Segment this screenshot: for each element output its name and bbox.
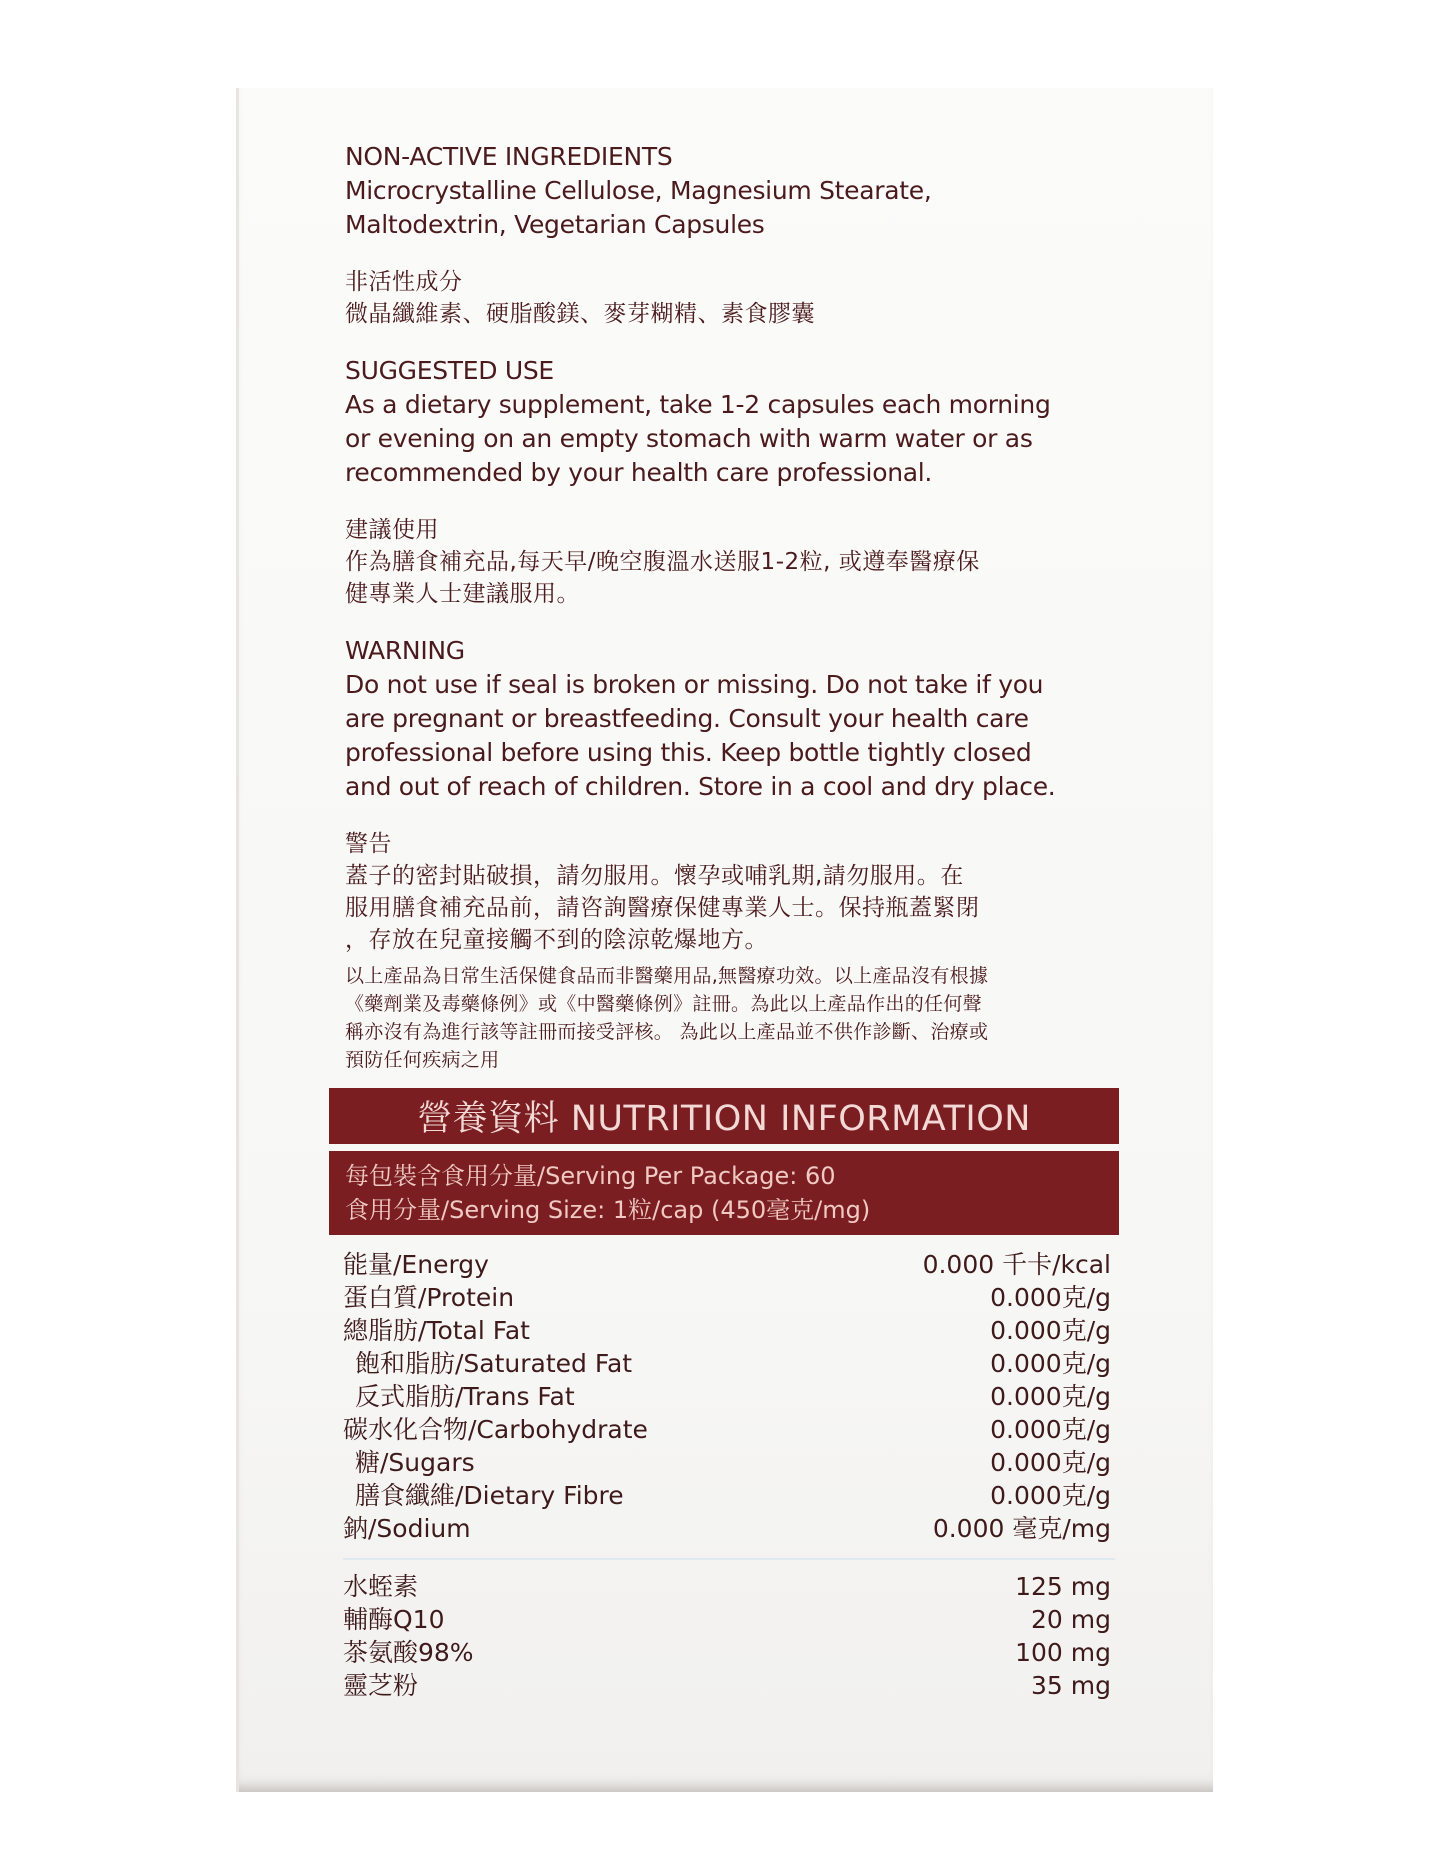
nutrient-label: 糖/Sugars (355, 1448, 475, 1477)
nutrient-label: 飽和脂肪/Saturated Fat (355, 1349, 633, 1378)
nutrient-value: 0.000克/g (990, 1481, 1111, 1510)
nutrition-title-band (329, 1088, 1119, 1144)
active-ingredient-row (343, 1570, 1111, 1603)
ingredient-value: 35 mg (1031, 1671, 1111, 1700)
nutrient-value: 0.000克/g (990, 1283, 1111, 1312)
nutrient-label: 蛋白質/Protein (343, 1283, 515, 1312)
serving-size: 食用分量/Serving Size: 1粒/cap (450毫克/mg) (345, 1196, 871, 1224)
non-active-heading-en: NON-ACTIVE INGREDIENTS (345, 142, 673, 171)
nutrition-row (343, 1446, 1111, 1479)
warning-line: Do not use if seal is broken or missing. Do not take if you (345, 670, 1044, 699)
nutrient-label: 鈉/Sodium (343, 1514, 471, 1543)
nutrition-row (343, 1380, 1111, 1413)
nutrient-value: 0.000 千卡/kcal (922, 1250, 1111, 1279)
suggested-use-line: As a dietary supplement, take 1-2 capsules each morning (345, 390, 1051, 419)
active-ingredient-row (343, 1603, 1111, 1636)
warning-heading-zh: 警告 (345, 831, 392, 857)
disclaimer-line: 《藥劑業及毒藥條例》或《中醫藥條例》註冊。為此以上產品作出的任何聲 (345, 993, 982, 1015)
suggested-use-line-zh: 健專業人士建議服用。 (345, 581, 580, 607)
ingredient-value: 125 mg (1015, 1572, 1111, 1601)
warning-line: are pregnant or breastfeeding. Consult your health care (345, 704, 1029, 733)
nutrient-value: 0.000克/g (990, 1415, 1111, 1444)
suggested-use-line: recommended by your health care professional. (345, 458, 933, 487)
suggested-use-heading-en: SUGGESTED USE (345, 356, 554, 385)
regulatory-disclaimer (345, 962, 1125, 1074)
nutrient-value: 0.000克/g (990, 1316, 1111, 1345)
serving-per-package: 每包裝含食用分量/Serving Per Package: 60 (345, 1162, 836, 1190)
warning-line: professional before using this. Keep bottle tightly closed (345, 738, 1032, 767)
nutrition-row (343, 1479, 1111, 1512)
warning-line: and out of reach of children. Store in a cool and dry place. (345, 772, 1056, 801)
non-active-line: Maltodextrin, Vegetarian Capsules (345, 210, 765, 239)
nutrient-value: 0.000克/g (990, 1448, 1111, 1477)
table-divider (343, 1558, 1115, 1560)
active-ingredient-row (343, 1669, 1111, 1702)
ingredient-label: 茶氨酸98% (343, 1638, 474, 1667)
nutrient-label: 膳食纖維/Dietary Fibre (355, 1481, 624, 1510)
suggested-use-heading-zh: 建議使用 (345, 517, 439, 543)
label-text-content (345, 140, 1125, 1098)
non-active-ingredients-zh-section (345, 266, 1125, 330)
product-label-panel (236, 88, 1213, 1792)
warning-line-zh: 蓋子的密封貼破損，請勿服用。懷孕或哺乳期,請勿服用。在 (345, 863, 964, 889)
non-active-line: Microcrystalline Cellulose, Magnesium Stearate, (345, 176, 932, 205)
suggested-use-zh-section (345, 514, 1125, 610)
ingredient-label: 水蛭素 (343, 1572, 419, 1601)
nutrition-row (343, 1413, 1111, 1446)
nutrient-value: 0.000克/g (990, 1382, 1111, 1411)
nutrient-label: 碳水化合物/Carbohydrate (343, 1415, 648, 1444)
serving-info-band (329, 1151, 1119, 1235)
ingredient-label: 輔酶Q10 (343, 1605, 445, 1634)
nutrient-value: 0.000 毫克/mg (932, 1514, 1111, 1543)
non-active-body-zh: 微晶纖維素、硬脂酸鎂、麥芽糊精、素食膠囊 (345, 301, 815, 327)
suggested-use-section (345, 354, 1125, 490)
nutrition-row (343, 1314, 1111, 1347)
nutrition-row (343, 1512, 1111, 1545)
ingredient-value: 100 mg (1015, 1638, 1111, 1667)
ingredient-value: 20 mg (1031, 1605, 1111, 1634)
nutrition-facts-table (343, 1248, 1111, 1545)
ingredient-label: 靈芝粉 (343, 1671, 419, 1700)
nutrition-row (343, 1248, 1111, 1281)
nutrient-label: 總脂肪/Total Fat (343, 1316, 530, 1345)
suggested-use-line: or evening on an empty stomach with warm water or as (345, 424, 1033, 453)
nutrient-label: 反式脂肪/Trans Fat (355, 1382, 575, 1411)
warning-heading-en: WARNING (345, 636, 465, 665)
warning-section (345, 634, 1125, 804)
suggested-use-line-zh: 作為膳食補充品,每天早/晚空腹溫水送服1-2粒, 或遵奉醫療保 (345, 549, 980, 575)
non-active-ingredients-section (345, 140, 1125, 242)
disclaimer-line: 以上產品為日常生活保健食品而非醫藥用品,無醫療功效。以上產品沒有根據 (345, 965, 989, 987)
disclaimer-line: 預防任何疾病之用 (345, 1049, 500, 1071)
nutrition-row (343, 1281, 1111, 1314)
active-ingredient-row (343, 1636, 1111, 1669)
active-ingredients-table (343, 1570, 1111, 1702)
warning-line-zh: ，存放在兒童接觸不到的陰涼乾爆地方。 (345, 927, 768, 953)
nutrient-value: 0.000克/g (990, 1349, 1111, 1378)
warning-zh-section (345, 828, 1125, 1074)
disclaimer-line: 稱亦沒有為進行該等註冊而接受評核。 為此以上產品並不供作診斷、治療或 (345, 1021, 989, 1043)
nutrition-title: 營養資料 NUTRITION INFORMATION (417, 1099, 1031, 1139)
nutrition-row (343, 1347, 1111, 1380)
nutrient-label: 能量/Energy (343, 1250, 489, 1279)
non-active-heading-zh: 非活性成分 (345, 269, 463, 295)
warning-line-zh: 服用膳食補充品前，請咨詢醫療保健專業人士。保持瓶蓋緊閉 (345, 895, 980, 921)
